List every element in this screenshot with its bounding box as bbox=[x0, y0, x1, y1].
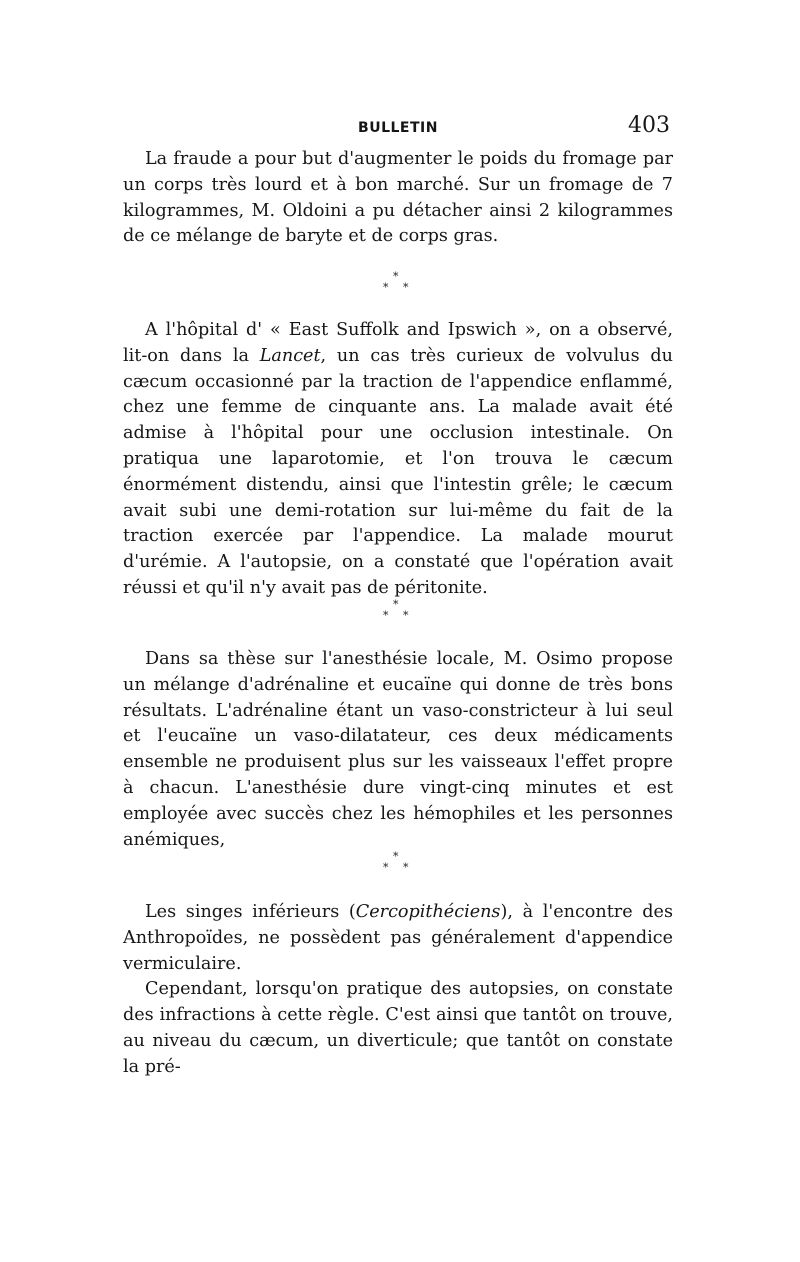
section-singes bbox=[123, 900, 673, 1081]
section-separator-asterism bbox=[373, 598, 423, 628]
section-anesthesie bbox=[123, 647, 673, 853]
page-header bbox=[122, 113, 674, 143]
asterisk-icon: * bbox=[383, 281, 389, 294]
paragraph-singes-part-1: Les singes inférieurs ( bbox=[145, 902, 356, 922]
paragraph-volvulus-part-1: A l'hôpital d' « East Suffolk and Ipswich », on a observé, lit-on dans la bbox=[123, 320, 673, 366]
paragraph-singes bbox=[123, 900, 673, 977]
asterisk-icon: * bbox=[383, 861, 389, 874]
paragraph-anesthesie: Dans sa thèse sur l'anesthésie locale, M. Osimo propose un mélange d'adrénaline et eucaïne qui donne de très bons résultats. L'adrénaline étant un vaso-constricteur à lui seul et l'eucaïne un vaso-dilatateur, ces deux médicaments ensemble ne produisent plus sur les vaisseaux l'effet propre à chacun. L'anesthésie dure vingt-cinq minutes et est employée avec succès chez les hémophiles et les personnes anémiques, bbox=[123, 649, 673, 850]
journal-title-lancet: Lancet bbox=[259, 345, 321, 366]
section-fraude bbox=[123, 147, 673, 250]
section-volvulus bbox=[123, 318, 673, 602]
running-title: BULLETIN bbox=[358, 120, 438, 136]
paragraph-singes-part-2: ), à l'encontre des Anthropoïdes, ne possèdent pas généralement d'appendice vermiculaire. bbox=[123, 902, 673, 974]
paragraph-fraude: La fraude a pour but d'augmenter le poids du fromage par un corps très lourd et à bon marché. Sur un fromage de 7 kilogrammes, M. Oldoini a pu détacher ainsi 2 kilogrammes de ce mélange de baryte et de corps gras. bbox=[123, 149, 673, 247]
taxon-cercopitheciens: Cercopithéciens bbox=[355, 902, 501, 922]
paragraph-volvulus-part-2: , un cas très curieux de volvulus du cæcum occasionné par la traction de l'appendice enflammé, chez une femme de cinquante ans. La malade avait été admise à l'hôpital pour une occlusion intestinale. On pratiqua une laparotomie, et l'on trouva le cæcum énormément distendu, ainsi que l'intestin grêle; le cæcum avait subi une demi-rotation sur lui-même du fait de la traction exercée par l'appendice. La malade mourut d'urémie. A l'autopsie, on a constaté que l'opération avait réussi et qu'il n'y avait pas de péritonite. bbox=[123, 345, 673, 598]
asterisk-icon: * bbox=[393, 850, 399, 863]
asterisk-icon: * bbox=[403, 609, 409, 622]
asterisk-icon: * bbox=[393, 598, 399, 611]
section-separator-asterism bbox=[373, 850, 423, 880]
asterisk-icon: * bbox=[403, 281, 409, 294]
asterisk-icon: * bbox=[393, 270, 399, 283]
asterisk-icon: * bbox=[403, 861, 409, 874]
asterisk-icon: * bbox=[383, 609, 389, 622]
page-number: 403 bbox=[628, 113, 670, 138]
paragraph-autopsies: Cependant, lorsqu'on pratique des autopsies, on constate des infractions à cette règle. C'est ainsi que tantôt on trouve, au niveau du cæcum, un diverticule; que tantôt on constate la pré- bbox=[123, 979, 673, 1077]
section-separator-asterism bbox=[373, 270, 423, 300]
paragraph-volvulus bbox=[123, 318, 673, 602]
